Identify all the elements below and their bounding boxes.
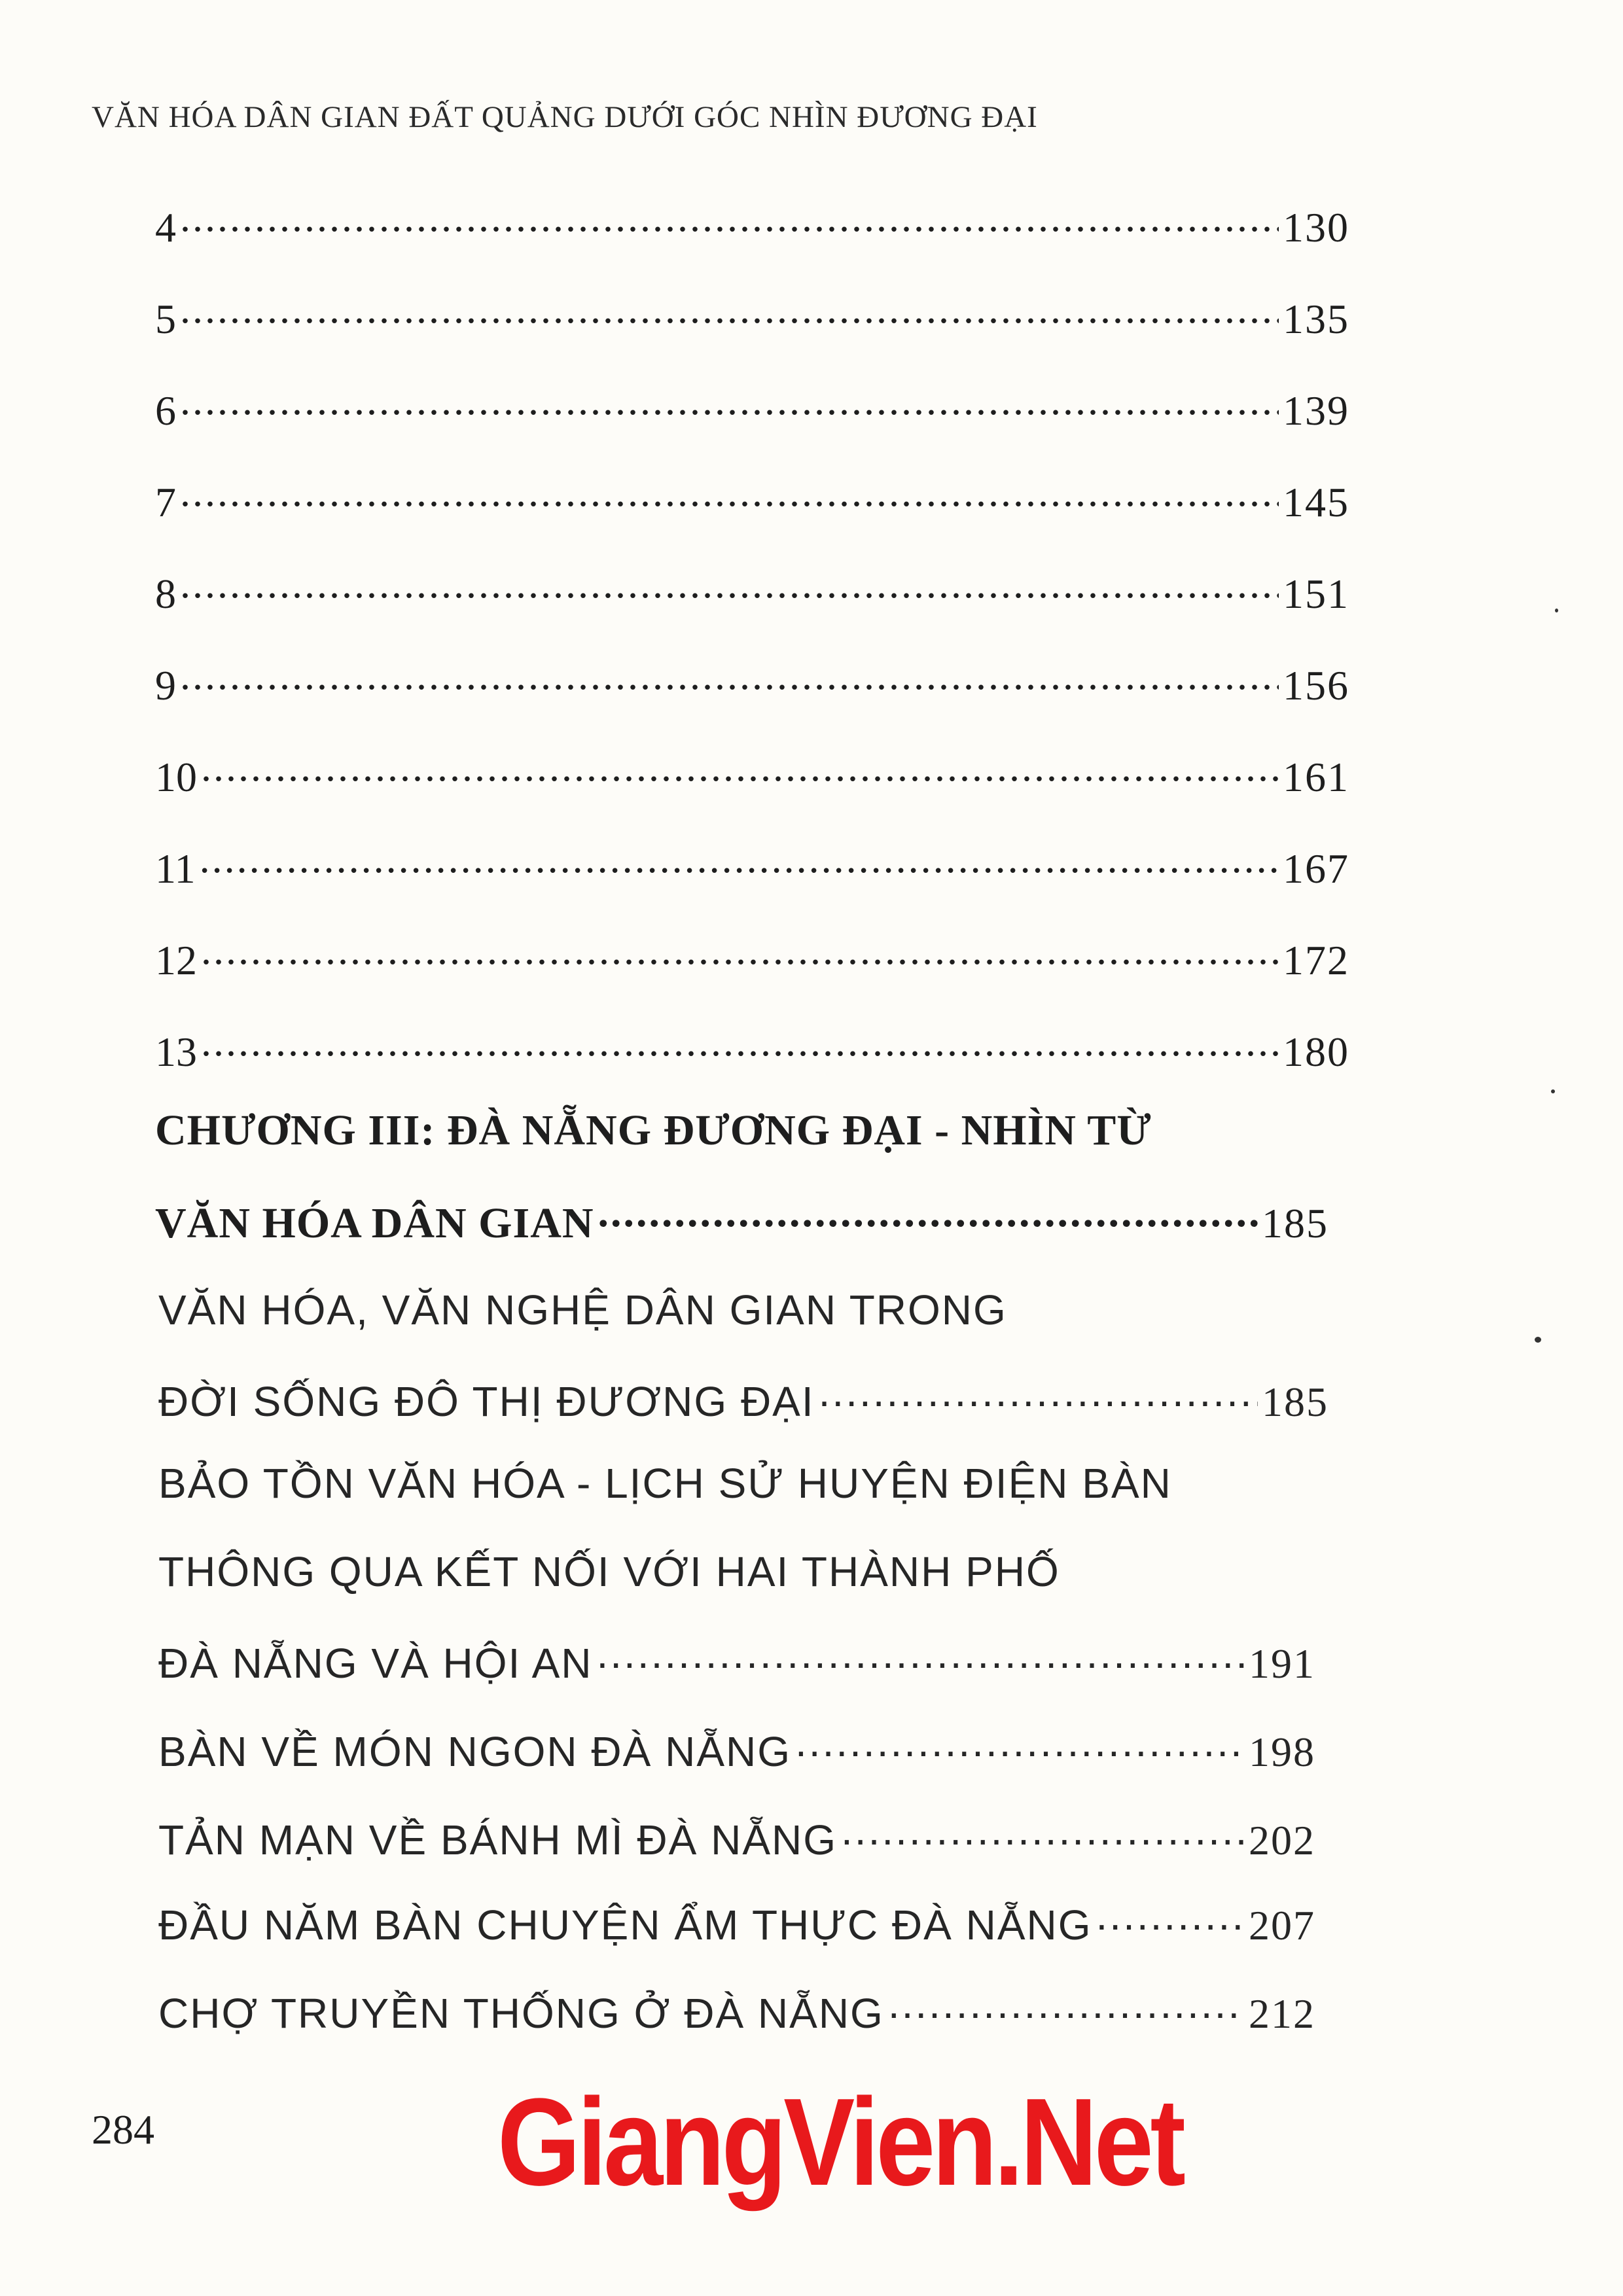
dot-leader	[201, 1024, 1279, 1066]
toc-entry-page: 207	[1249, 1902, 1315, 1949]
toc-entry-title: CHỢ TRUYỀN THỐNG Ở ĐÀ NẴNG	[158, 1990, 884, 2037]
toc-entry	[155, 566, 1349, 618]
toc-entry	[155, 1194, 1329, 1248]
toc-entry-page: 145	[1283, 479, 1349, 525]
dot-leader	[888, 1986, 1245, 2028]
toc-entry-title: ĐÀ NẴNG VÀ HỘI AN	[158, 1640, 593, 1687]
toc-entry-title: 4	[155, 204, 176, 251]
toc-entry-title: ĐẦU NĂM BÀN CHUYỆN ẨM THỰC ĐÀ NẴNG	[158, 1901, 1092, 1949]
toc-entry-page: 139	[1283, 387, 1349, 434]
toc-entry	[155, 841, 1349, 893]
toc-entry	[158, 1986, 1315, 2038]
toc-entry-title: 8	[155, 571, 176, 617]
toc-entry-page: 202	[1249, 1817, 1315, 1863]
toc-entry	[155, 291, 1349, 344]
toc-entry-title: 10	[155, 754, 197, 800]
toc-entry-title: 12	[155, 937, 197, 983]
toc-entry	[158, 1636, 1315, 1688]
toc-entry-page: 161	[1283, 754, 1349, 800]
page-number: 284	[92, 2106, 154, 2153]
dot-leader	[201, 932, 1279, 974]
toc-entry-page: 185	[1262, 1379, 1329, 1425]
dot-leader	[598, 1194, 1258, 1237]
toc-entry-title: 7	[155, 479, 176, 525]
toc-entry	[158, 1724, 1315, 1776]
dot-leader	[841, 1812, 1245, 1854]
toc-entry	[158, 1898, 1315, 1950]
toc-entry-title: TẢN MẠN VỀ BÁNH MÌ ĐÀ NẴNG	[158, 1816, 837, 1863]
toc-entry-title: 5	[155, 296, 176, 342]
toc-entry-page: 172	[1283, 937, 1349, 983]
dot-leader	[180, 200, 1279, 241]
dot-leader	[180, 291, 1279, 333]
dot-leader	[180, 566, 1279, 608]
toc-entry-title: 13	[155, 1029, 197, 1075]
toc-entry-page: 151	[1283, 571, 1349, 617]
toc-entry-page: 156	[1283, 662, 1349, 709]
toc-entry-title: ĐỜI SỐNG ĐÔ THỊ ĐƯƠNG ĐẠI	[158, 1378, 815, 1425]
scan-speck	[1535, 1337, 1541, 1343]
dot-leader	[596, 1636, 1245, 1678]
toc-entry-title-line: BẢO TỒN VĂN HÓA - LỊCH SỬ HUYỆN ĐIỆN BÀN	[158, 1460, 1172, 1507]
toc-entry-page: 185	[1262, 1200, 1329, 1246]
toc-entry-title: VĂN HÓA DÂN GIAN	[155, 1199, 594, 1247]
toc-entry-title: 9	[155, 662, 176, 709]
toc-entry-title-line: THÔNG QUA KẾT NỐI VỚI HAI THÀNH PHỐ	[158, 1548, 1060, 1595]
dot-leader	[201, 749, 1279, 791]
toc-entry-title-line: VĂN HÓA, VĂN NGHỆ DÂN GIAN TRONG	[158, 1286, 1007, 1333]
toc-entry	[155, 383, 1349, 435]
dot-leader	[795, 1724, 1245, 1766]
toc-entry	[155, 932, 1349, 985]
toc-entry-page: 130	[1283, 204, 1349, 251]
dot-leader	[1096, 1898, 1245, 1939]
toc-entry-page: 167	[1283, 845, 1349, 892]
dot-leader	[180, 474, 1279, 516]
toc-entry-page: 191	[1249, 1640, 1315, 1687]
toc-entry-page: 135	[1283, 296, 1349, 342]
toc-entry-title: 11	[155, 845, 196, 892]
dot-leader	[180, 383, 1279, 425]
toc-entry-title: BÀN VỀ MÓN NGON ĐÀ NẴNG	[158, 1728, 791, 1775]
toc-entry	[155, 658, 1349, 710]
dot-leader	[200, 841, 1279, 883]
toc-entry	[155, 200, 1349, 252]
toc-entry-page: 180	[1283, 1029, 1349, 1075]
scan-speck	[1551, 1089, 1555, 1093]
toc-entry-page: 212	[1249, 1990, 1315, 2037]
toc-entry	[158, 1812, 1315, 1865]
toc-entry	[158, 1374, 1329, 1426]
running-header: VĂN HÓA DÂN GIAN ĐẤT QUẢNG DƯỚI GÓC NHÌN ĐƯƠNG ĐẠI	[92, 100, 1038, 134]
watermark-logo: GiangVien.Net	[497, 2073, 1183, 2212]
scan-speck	[1555, 609, 1558, 612]
toc-entry-title: 6	[155, 387, 176, 434]
dot-leader	[180, 658, 1279, 699]
toc-entry	[155, 474, 1349, 527]
toc-entry	[155, 1024, 1349, 1076]
dot-leader	[819, 1374, 1258, 1416]
toc-entry-title-line: CHƯƠNG III: ĐÀ NẴNG ĐƯƠNG ĐẠI - NHÌN TỪ	[155, 1106, 1152, 1154]
toc-entry-page: 198	[1249, 1729, 1315, 1775]
toc-entry	[155, 749, 1349, 802]
